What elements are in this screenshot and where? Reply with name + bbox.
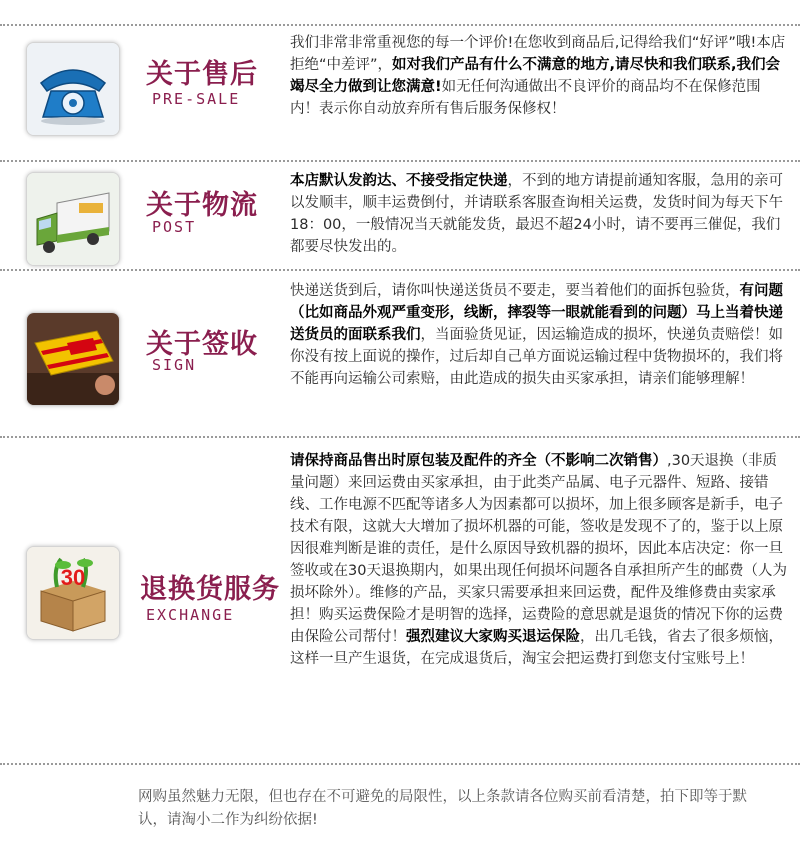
section-divider <box>0 269 800 271</box>
section-subtitle-logistics: POST <box>152 218 197 236</box>
telephone-icon <box>26 42 120 136</box>
return-box-30-icon <box>26 546 120 640</box>
section-divider <box>0 24 800 26</box>
section-subtitle-returns: EXCHANGE <box>146 606 235 624</box>
section-subtitle-after-sale: PRE-SALE <box>152 90 241 108</box>
section-divider <box>0 436 800 438</box>
section-text-after-sale <box>290 32 788 120</box>
text-segment-bold: 强烈建议大家购买退运保险 <box>406 629 580 645</box>
text-segment: 快递送货到后，请你叫快递送货员不要走，要当着他们的面拆包验货， <box>290 283 740 299</box>
section-text-receiving <box>290 280 788 390</box>
section-text-logistics <box>290 170 788 258</box>
text-segment-bold: 请保持商品售出时原包装及配件的齐全（不影响二次销售） <box>290 453 667 469</box>
badge-number: 30 <box>60 565 86 590</box>
section-title-logistics: 关于物流 <box>146 190 258 221</box>
text-segment-bold: 如对我们产品有什么不满意的地方,请尽快和我们联系,我们会竭尽全力做到让您满意! <box>290 57 781 95</box>
text-segment: ，出几毛钱，省去了很多烦恼，这样一旦产生退货，在完成退货后，淘宝会把运费打到您支付宝账号上！ <box>290 629 783 667</box>
dhl-package-icon <box>26 312 120 406</box>
section-divider <box>0 160 800 162</box>
delivery-truck-icon <box>26 172 120 266</box>
section-title-receiving: 关于签收 <box>146 329 258 360</box>
text-segment-bold: 本店默认发韵达、不接受指定快递 <box>290 173 508 189</box>
footer-note: 网购虽然魅力无限，但也存在不可避免的局限性，以上条款请各位购买前看清楚，拍下即等于默认，请淘小二作为纠纷依据! <box>138 789 747 828</box>
text-segment: ，当面验货见证，因运输造成的损坏，快递负责赔偿！如你没有按上面说的操作，过后却自己单方面说运输过程中货物损坏的，我们将不能再向运输公司索赔，由此造成的损失由买家承担，请亲们能够理解！ <box>290 327 783 387</box>
text-segment: ，不到的地方请提前通知客服，急用的亲可以发顺丰，顺丰运费倒付，并请联系客服查询相关运费，发货时间为每天下午18：00，一般情况当天就能发货，最迟不超24小时，请不要再三催促，我们都要尽快发出的。 <box>290 173 783 255</box>
section-subtitle-receiving: SIGN <box>152 356 197 374</box>
text-segment: 如无任何沟通做出不良评价的商品均不在保修范围内！表示你自动放弃所有售后服务保修权！ <box>290 79 761 117</box>
section-divider <box>0 763 800 765</box>
section-title-after-sale: 关于售后 <box>146 59 258 90</box>
text-segment: 我们非常非常重视您的每一个评价!在您收到商品后,记得给我们“好评”哦!本店拒绝“中差评”， <box>290 35 786 73</box>
section-text-returns <box>290 450 788 670</box>
section-title-returns: 退换货服务 <box>140 574 280 605</box>
text-segment-bold: 有问题（比如商品外观严重变形，线断，摔裂等一眼就能看到的问题）马上当着快递送货员的面联系我们 <box>290 283 783 343</box>
text-segment: ,30天退换（非质量问题）来回运费由买家承担，由于此类产品属、电子元器件、短路、接错线、工作电源不匹配等诸多人为因素都可以损坏，加上很多顾客是新手，电子技术有限，这就大大增加了损坏机器的可能，签收是发现不了的，鉴于以上原因很难判断是谁的责任，是什么原因导致机器的损坏，因此本店决定：你一旦签收或在30天退换期内，如果出现任何损坏问题各自承担所产生的邮费（人为损坏除外）。维修的产品，买家只需要承担来回运费，配件及维修费由卖家承担！购买运费保险才是明智的选择，运费险的意思就是退货的情况下你的运费由保险公司帮付！ <box>290 453 787 645</box>
